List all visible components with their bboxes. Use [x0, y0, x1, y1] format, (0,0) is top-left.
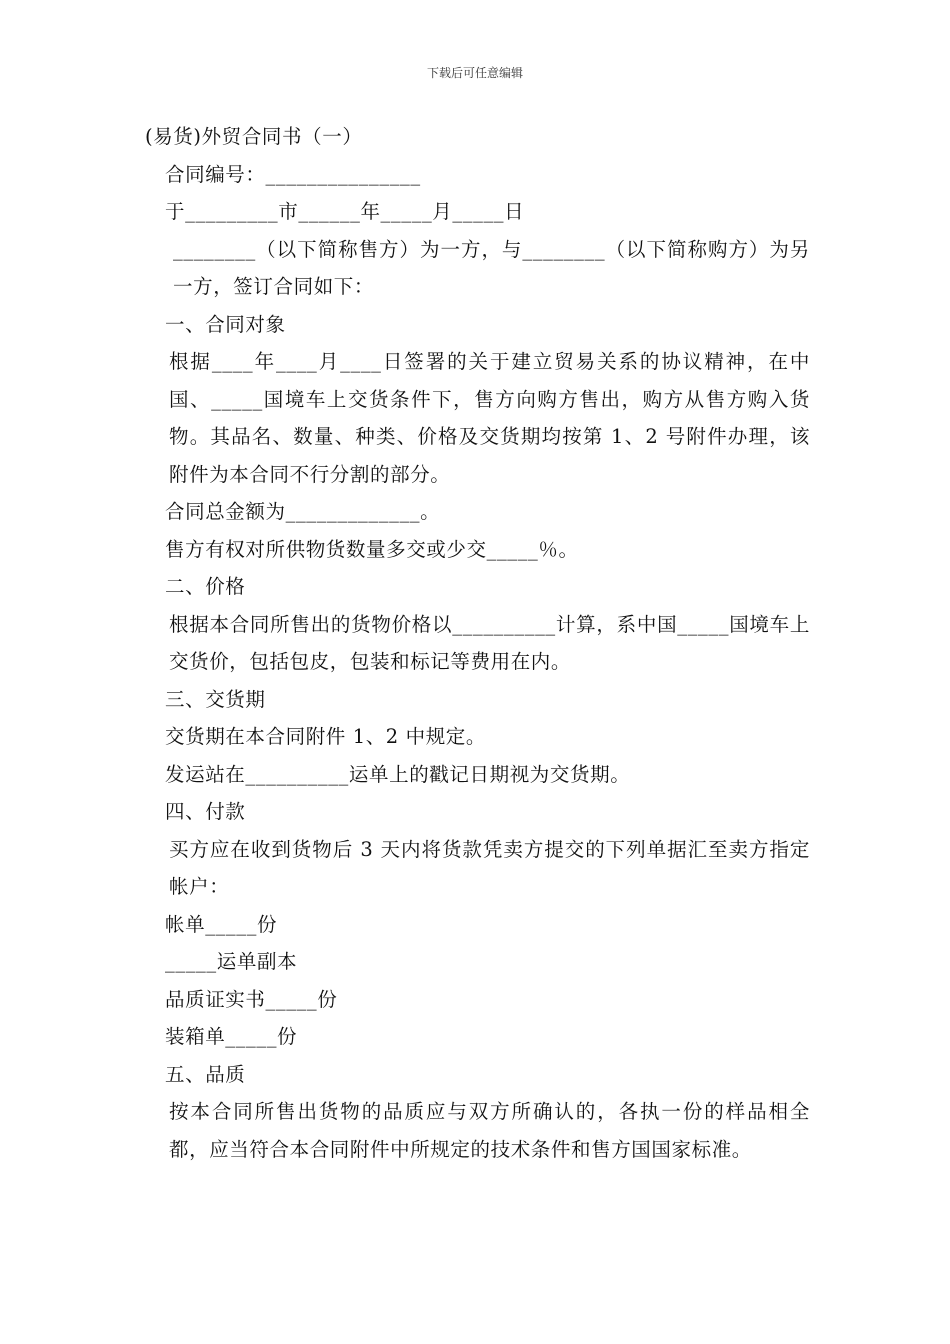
contract-number-line: 合同编号：_______________	[165, 162, 421, 186]
payment-paragraph: 买方应在收到货物后 3 天内将货款凭卖方提交的下列单据汇至卖方指定帐户：	[169, 837, 810, 898]
page-header: 下载后可任意编辑	[426, 66, 523, 80]
quantity-tolerance-line: 售方有权对所供物货数量多交或少交_____％。	[165, 537, 579, 561]
document-item-waybill: _____运单副本	[165, 950, 298, 973]
document-title: (易货)外贸合同书（一）	[145, 125, 363, 148]
section-heading-object: 一、合同对象	[165, 312, 286, 336]
parties-paragraph: ________（以下简称售方）为一方，与________（以下简称购方）为另一方，签订合同如下：	[173, 237, 810, 298]
section-heading-payment: 四、付款	[165, 800, 246, 823]
delivery-line-2: 发运站在__________运单上的戳记日期视为交货期。	[165, 762, 631, 786]
date-place-line: 于_________市______年_____月_____日	[165, 200, 525, 223]
document-body	[145, 118, 810, 1168]
document-item-invoice: 帐单_____份	[165, 912, 278, 936]
delivery-line-1: 交货期在本合同附件 1、2 中规定。	[165, 725, 487, 748]
price-paragraph: 根据本合同所售出的货物价格以__________计算，系中国_____国境车上交货价，包括包皮，包装和标记等费用在内。	[169, 612, 810, 673]
document-item-quality-cert: 品质证实书_____份	[165, 987, 338, 1011]
total-amount-line: 合同总金额为_____________。	[165, 500, 441, 523]
section-heading-quality: 五、品质	[165, 1062, 246, 1086]
section-heading-delivery: 三、交货期	[165, 687, 266, 711]
document-item-packing-list: 装箱单_____份	[165, 1025, 298, 1048]
section-heading-price: 二、价格	[165, 575, 246, 598]
object-paragraph: 根据____年____月____日签署的关于建立贸易关系的协议精神，在中国、_____国境车上交货条件下，售方向购方售出，购方从售方购入货物。其品名、数量、种类、价格及交货期均按第 1、2 号附件办理，该附件为本合同不行分割的部分。	[169, 350, 810, 486]
quality-paragraph: 按本合同所售出货物的品质应与双方所确认的，各执一份的样品相全都，应当符合本合同附件中所规定的技术条件和售方国国家标准。	[169, 1100, 810, 1161]
